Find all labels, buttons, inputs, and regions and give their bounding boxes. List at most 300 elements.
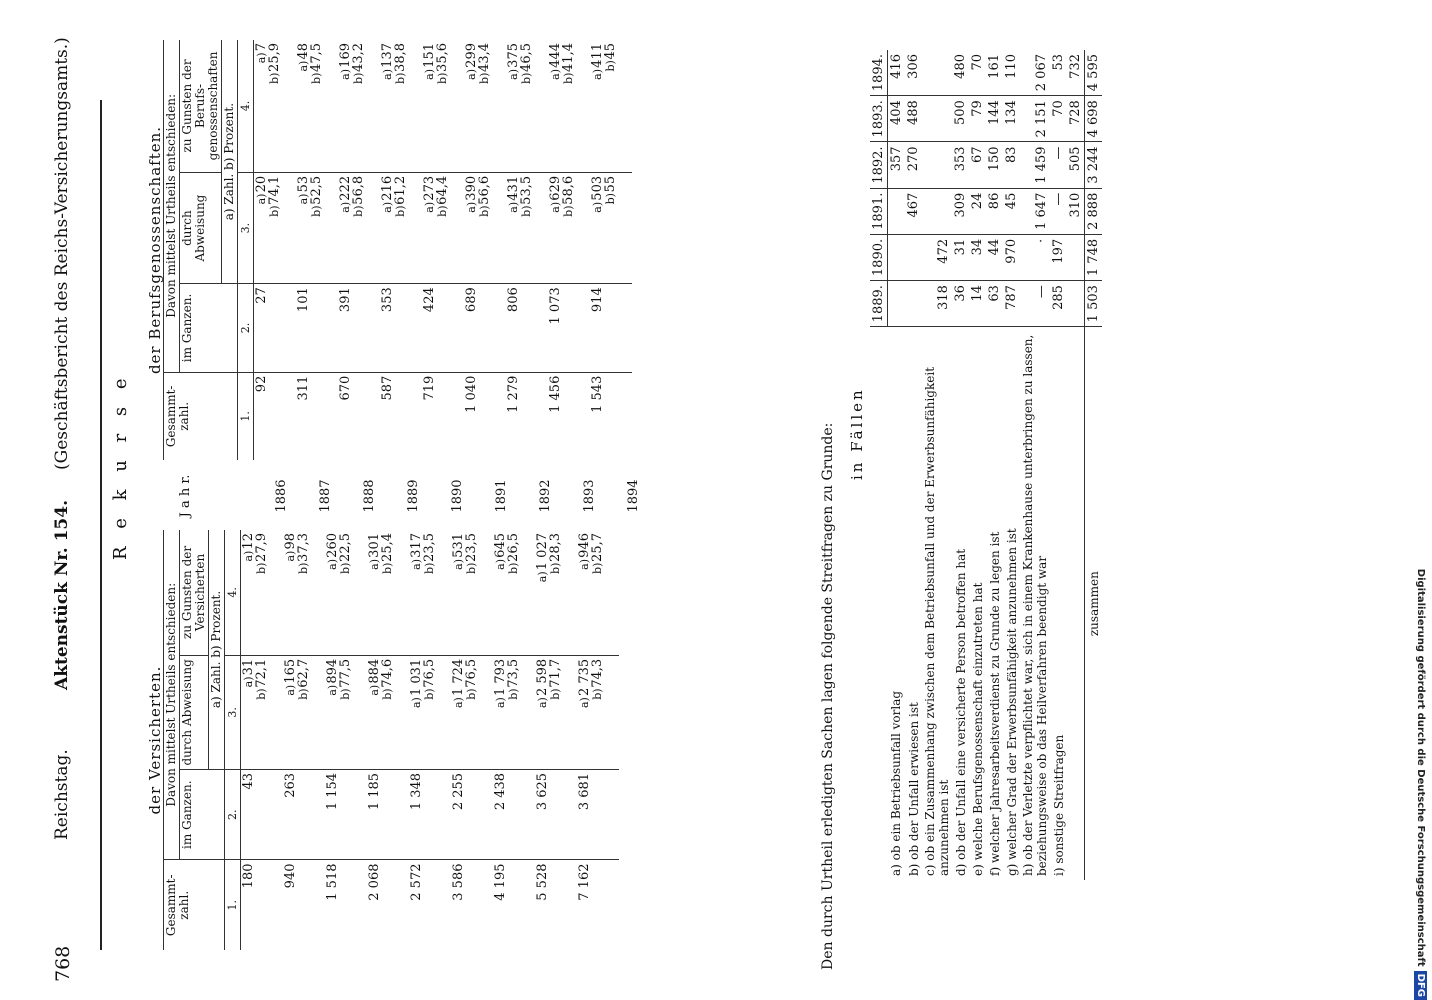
row-label: h) ob der Verletzte verpflichtet war, sich in einem Krankenhause unterbringen zu lassen, beziehungsweise ob das Heilverfahren beendigt war	[1020, 327, 1050, 880]
total-cell: 180	[241, 863, 256, 889]
sum-cell: 2 888	[1085, 188, 1103, 234]
total-cell: 4 195	[493, 863, 508, 901]
year-label: 1890	[450, 479, 465, 513]
col-header-abweisung: durch Abweisung	[180, 655, 209, 769]
im-ganzen-cell: 101	[296, 284, 338, 372]
colnum: 1.	[238, 372, 254, 460]
value-percent: 46,5	[519, 43, 534, 72]
year-header: 1890.	[870, 234, 888, 280]
table-row	[577, 530, 619, 950]
label-b: b)	[268, 72, 281, 84]
table-row	[548, 40, 590, 460]
value-cell	[922, 188, 952, 234]
value-b	[352, 43, 365, 169]
label-b: b)	[507, 688, 520, 700]
value-percent: 64,4	[435, 175, 450, 205]
value-cell: 270	[905, 142, 922, 188]
value-number: 531	[451, 533, 466, 558]
value-number: 1 027	[535, 533, 550, 571]
row-label: i) sonstige Streitfragen	[1050, 327, 1067, 880]
value-cell	[905, 281, 922, 327]
col-header-abweisung: durch Abweisung	[180, 172, 222, 283]
table-streitfragen	[870, 50, 1102, 880]
label-a: a)	[536, 697, 549, 709]
value-number: 2 735	[577, 658, 592, 697]
value-cell: 63	[986, 281, 1003, 327]
year-label: 1888	[362, 479, 377, 513]
year-label: 1894	[626, 479, 641, 513]
table-cell	[338, 40, 380, 172]
value-cell	[922, 96, 952, 142]
value-b	[520, 43, 533, 169]
table-row	[922, 50, 952, 880]
label-a: a)	[368, 684, 381, 696]
col-header-group: Davon mittelst Urtheils entschieden:	[164, 40, 180, 372]
value-cell	[922, 50, 952, 96]
value-cell: 480	[952, 50, 969, 96]
total-cell: 2 572	[409, 863, 424, 901]
value-number: 20	[254, 175, 269, 193]
table-row	[422, 40, 464, 460]
value-percent: 22,5	[338, 533, 353, 562]
year-label: 1891	[494, 479, 509, 513]
value-cell: 787	[1003, 281, 1020, 327]
value-b	[310, 176, 323, 280]
label-a: a)	[452, 697, 465, 709]
label-a: a)	[381, 201, 394, 213]
row-label: b) ob der Unfall erwiesen ist	[905, 327, 922, 880]
value-b	[520, 176, 533, 280]
value-number: 411	[590, 43, 605, 68]
table-caption: der Berufsgenossenschaften.	[148, 40, 164, 460]
total-cell: 587	[380, 375, 395, 401]
label-b: b)	[436, 205, 449, 217]
im-ganzen-cell: 424	[422, 284, 464, 372]
label-a: a)	[423, 201, 436, 213]
value-cell: 970	[1003, 234, 1020, 280]
label-b: b)	[604, 60, 617, 72]
im-ganzen-cell: 914	[590, 284, 632, 372]
value-b	[549, 533, 562, 652]
table-row	[451, 530, 493, 950]
value-cell	[888, 234, 906, 280]
table-cell	[464, 40, 506, 172]
label-a: a)	[578, 558, 591, 570]
table-row	[254, 40, 297, 460]
value-b	[339, 659, 352, 766]
value-cell: 70	[1050, 96, 1067, 142]
table-cell	[422, 40, 464, 172]
value-percent: 45	[603, 43, 618, 60]
sum-cell: 4 595	[1085, 50, 1103, 96]
value-percent: 74,6	[380, 658, 395, 688]
table-cell	[409, 530, 451, 655]
value-cell	[922, 142, 952, 188]
table-row	[464, 40, 506, 460]
table-cell	[367, 530, 409, 655]
table-cell	[409, 655, 451, 769]
table-cell	[296, 172, 338, 283]
value-percent: 25,7	[590, 533, 605, 562]
total-cell: 940	[283, 863, 298, 889]
label-a: a)	[368, 558, 381, 570]
value-b	[562, 43, 575, 169]
year-label: 1893	[582, 479, 597, 513]
row-label: a) ob ein Betriebsunfall vorlag	[888, 327, 906, 880]
value-a	[591, 43, 604, 169]
im-ganzen-cell: 2 255	[451, 769, 493, 860]
label-b: b)	[465, 562, 478, 574]
value-number: 165	[283, 658, 298, 684]
value-cell: 24	[969, 188, 986, 234]
colnum: 3.	[225, 655, 241, 769]
table-cell	[464, 172, 506, 283]
row-label: c) ob ein Zusammenhang zwischen dem Betriebsunfall und der Erwerbsunfähigkeit anzunehmen ist	[922, 327, 952, 880]
col-header-im: im Ganzen.	[180, 769, 225, 860]
value-percent: 74,3	[590, 658, 605, 688]
value-b	[604, 176, 617, 280]
value-percent: 61,2	[393, 175, 408, 205]
table-row	[325, 530, 367, 950]
label-b: b)	[310, 205, 323, 217]
value-b	[352, 176, 365, 280]
total-cell: 311	[296, 375, 311, 401]
value-cell: 353	[952, 142, 969, 188]
value-cell: 44	[986, 234, 1003, 280]
label-a: a)	[549, 201, 562, 213]
label-b: b)	[255, 688, 268, 700]
table-cell	[493, 530, 535, 655]
im-ganzen-cell: 689	[464, 284, 506, 372]
table-cell	[535, 655, 577, 769]
value-cell: 404	[888, 96, 906, 142]
sum-row	[1085, 50, 1103, 880]
row-label: g) welcher Grad der Erwerbsunfähigkeit anzunehmen ist	[1003, 327, 1020, 880]
value-cell: —	[1050, 188, 1067, 234]
label-b: b)	[339, 562, 352, 574]
value-b	[478, 176, 491, 280]
value-b	[507, 533, 520, 652]
value-number: 444	[548, 43, 563, 68]
table-berufsgenossenschaften	[148, 40, 632, 460]
value-percent: 55	[603, 175, 618, 193]
dfg-credit: Digitalisierung gefördert durch die Deutsche Forschungsgemeinschaft	[1415, 568, 1426, 967]
page-number: 768	[52, 945, 74, 982]
total-cell: 2 068	[367, 863, 382, 901]
header-right: (Geschäftsbericht des Reichs-Versicherungsamts.)	[52, 37, 72, 470]
table-row	[493, 530, 535, 950]
total-cell: 1 279	[506, 375, 521, 413]
value-number: 1 793	[493, 658, 508, 697]
label-b: b)	[562, 72, 575, 84]
im-ganzen-cell: 43	[241, 769, 284, 860]
value-b	[297, 659, 310, 766]
label-a: a)	[494, 697, 507, 709]
value-cell	[888, 188, 906, 234]
dfg-logo: DFG	[1414, 971, 1427, 1000]
table-cell	[325, 655, 367, 769]
value-percent: 76,5	[422, 658, 437, 688]
value-number: 98	[283, 533, 298, 550]
value-cell: 83	[1003, 142, 1020, 188]
colnum: 2.	[238, 284, 254, 372]
label-a: a)	[423, 68, 436, 80]
table-cell	[577, 655, 619, 769]
value-b	[465, 533, 478, 652]
table-cell	[367, 655, 409, 769]
value-percent: 71,7	[548, 658, 563, 688]
year-header: 1893.	[870, 96, 888, 142]
label-a: a)	[339, 68, 352, 80]
im-ganzen-cell: 3 681	[577, 769, 619, 860]
table-cell	[241, 655, 284, 769]
table-row	[1067, 50, 1085, 880]
col-header-gunsten: zu Gunsten der Versicherten	[180, 530, 209, 655]
value-cell: 14	[969, 281, 986, 327]
label-b: b)	[297, 688, 310, 700]
value-cell	[905, 234, 922, 280]
year-header: J a h r.	[178, 474, 193, 518]
table-row	[367, 530, 409, 950]
label-a: a)	[297, 60, 310, 72]
label-a: a)	[591, 201, 604, 213]
value-b	[255, 659, 268, 766]
label-b: b)	[478, 205, 491, 217]
table-cell	[296, 40, 338, 172]
table-cell	[577, 530, 619, 655]
table-cell	[283, 530, 325, 655]
value-b	[381, 533, 394, 652]
label-b: b)	[297, 562, 310, 574]
table-row	[969, 50, 986, 880]
table-row	[283, 530, 325, 950]
label-a: a)	[494, 558, 507, 570]
table-cell	[451, 655, 493, 769]
label-a: a)	[242, 550, 255, 562]
value-number: 12	[241, 533, 256, 550]
total-cell: 7 162	[577, 863, 592, 901]
col-header-im: im Ganzen.	[180, 284, 238, 372]
label-b: b)	[394, 72, 407, 84]
table-row	[1020, 50, 1050, 880]
year-header: 1892.	[870, 142, 888, 188]
header-center: Aktenstück Nr. 154.	[52, 499, 72, 690]
value-cell: 1 647	[1020, 188, 1050, 234]
value-b	[394, 176, 407, 280]
value-cell: —	[1020, 281, 1050, 327]
value-cell: 310	[1067, 188, 1085, 234]
label-b: b)	[549, 562, 562, 574]
label-b: b)	[549, 688, 562, 700]
sum-label: zusammen	[1085, 327, 1103, 880]
table-cell	[506, 40, 548, 172]
value-cell: —	[1050, 142, 1067, 188]
value-cell: 70	[969, 50, 986, 96]
value-cell: 150	[986, 142, 1003, 188]
im-ganzen-cell: 1 073	[548, 284, 590, 372]
value-cell: 67	[969, 142, 986, 188]
value-percent: 37,3	[296, 533, 311, 562]
value-number: 301	[367, 533, 382, 558]
value-cell: ·	[1020, 234, 1050, 280]
value-cell	[888, 281, 906, 327]
table-row	[380, 40, 422, 460]
value-b	[478, 43, 491, 169]
im-ganzen-cell: 27	[254, 284, 297, 372]
label-b: b)	[520, 205, 533, 217]
value-percent: 56,6	[477, 175, 492, 205]
label-a: a)	[465, 68, 478, 80]
value-b	[549, 659, 562, 766]
value-number: 317	[409, 533, 424, 558]
value-b	[423, 659, 436, 766]
value-b	[310, 43, 323, 169]
value-cell: 728	[1067, 96, 1085, 142]
label-b: b)	[352, 205, 365, 217]
colnum: 4.	[225, 530, 241, 655]
table-cell	[254, 172, 297, 283]
value-cell: 161	[986, 50, 1003, 96]
value-number: 375	[506, 43, 521, 68]
row-label: f) welcher Jahresarbeitsverdienst zu Grunde zu legen ist	[986, 327, 1003, 880]
value-cell: 285	[1050, 281, 1067, 327]
value-percent: 72,1	[254, 658, 269, 688]
label-b: b)	[381, 688, 394, 700]
table-cell	[254, 40, 297, 172]
table-row	[1050, 50, 1067, 880]
value-number: 7	[254, 43, 269, 52]
value-percent: 43,4	[477, 43, 492, 72]
col-header-group: Davon mittelst Urtheils entschieden:	[164, 530, 180, 860]
label-a: a)	[507, 68, 520, 80]
year-label: 1887	[318, 479, 333, 513]
value-b	[591, 659, 604, 766]
label-b: b)	[352, 72, 365, 84]
total-cell: 1 456	[548, 375, 563, 413]
label-a: a)	[465, 201, 478, 213]
running-header	[52, 10, 82, 990]
value-cell: 86	[986, 188, 1003, 234]
value-cell	[1067, 234, 1085, 280]
table-versicherte	[148, 530, 619, 950]
label-a: a)	[284, 550, 297, 562]
label-b: b)	[255, 562, 268, 574]
value-cell: 467	[905, 188, 922, 234]
value-cell: 2 067	[1020, 50, 1050, 96]
label-a: a)	[326, 558, 339, 570]
value-percent: 74,1	[267, 175, 282, 205]
total-cell: 1 543	[590, 375, 605, 413]
label-b: b)	[268, 205, 281, 217]
colnum: 2.	[225, 769, 241, 860]
label-b: b)	[394, 205, 407, 217]
colnum: 1.	[225, 860, 241, 950]
value-percent: 38,8	[393, 43, 408, 72]
label-a: a)	[381, 68, 394, 80]
label-a: a)	[536, 571, 549, 583]
value-percent: 73,5	[506, 658, 521, 688]
im-ganzen-cell: 1 185	[367, 769, 409, 860]
value-b	[436, 176, 449, 280]
label-b: b)	[604, 193, 617, 205]
table-cell	[241, 530, 284, 655]
total-cell: 3 586	[451, 863, 466, 901]
value-number: 169	[338, 43, 353, 68]
table-row	[590, 40, 632, 460]
value-percent: 77,5	[338, 658, 353, 688]
row-label	[1067, 327, 1085, 880]
value-cell: 488	[905, 96, 922, 142]
table-row	[241, 530, 284, 950]
value-number: 1 031	[409, 658, 424, 697]
im-ganzen-cell: 1 348	[409, 769, 451, 860]
value-number: 48	[296, 43, 311, 60]
value-percent: 27,9	[254, 533, 269, 562]
value-cell: 144	[986, 96, 1003, 142]
value-cell: 306	[905, 50, 922, 96]
value-cell: 309	[952, 188, 969, 234]
value-b	[562, 176, 575, 280]
value-number: 137	[380, 43, 395, 68]
total-cell: 92	[254, 375, 269, 393]
table-cell	[325, 530, 367, 655]
table-row	[1003, 50, 1020, 880]
value-cell: 110	[1003, 50, 1020, 96]
table-row	[506, 40, 548, 460]
label-a: a)	[255, 193, 268, 205]
value-number: 390	[464, 175, 479, 201]
value-b	[255, 533, 268, 652]
value-number: 2 598	[535, 658, 550, 697]
value-cell: 505	[1067, 142, 1085, 188]
value-b	[465, 659, 478, 766]
total-cell: 1 518	[325, 863, 340, 901]
label-b: b)	[507, 562, 520, 574]
rule	[100, 100, 102, 950]
label-b: b)	[562, 205, 575, 217]
label-a: a)	[339, 201, 352, 213]
im-ganzen-cell: 3 625	[535, 769, 577, 860]
col-header-note: a) Zahl. b) Prozent.	[209, 530, 225, 769]
label-b: b)	[436, 72, 449, 84]
value-percent: 43,2	[351, 43, 366, 72]
label-a: a)	[549, 68, 562, 80]
total-cell: 670	[338, 375, 353, 401]
label-a: a)	[410, 697, 423, 709]
value-number: 884	[367, 658, 382, 684]
value-number: 216	[380, 175, 395, 201]
table-cell	[590, 172, 632, 283]
value-cell: 31	[952, 234, 969, 280]
dfg-sidebar	[1408, 0, 1432, 1000]
year-label: 1892	[538, 479, 553, 513]
table-caption: der Versicherten.	[148, 530, 164, 950]
table-cell	[283, 655, 325, 769]
value-cell: 472	[922, 234, 952, 280]
table-row	[905, 50, 922, 880]
value-number: 503	[590, 175, 605, 201]
value-number: 299	[464, 43, 479, 68]
value-b	[381, 659, 394, 766]
table-cell	[548, 40, 590, 172]
value-percent: 52,5	[309, 175, 324, 205]
colnum: 3.	[238, 172, 254, 283]
total-cell: 1 040	[464, 375, 479, 413]
value-percent: 25,9	[267, 43, 282, 72]
im-ganzen-cell: 353	[380, 284, 422, 372]
label-a: a)	[255, 52, 268, 64]
im-ganzen-cell: 391	[338, 284, 380, 372]
